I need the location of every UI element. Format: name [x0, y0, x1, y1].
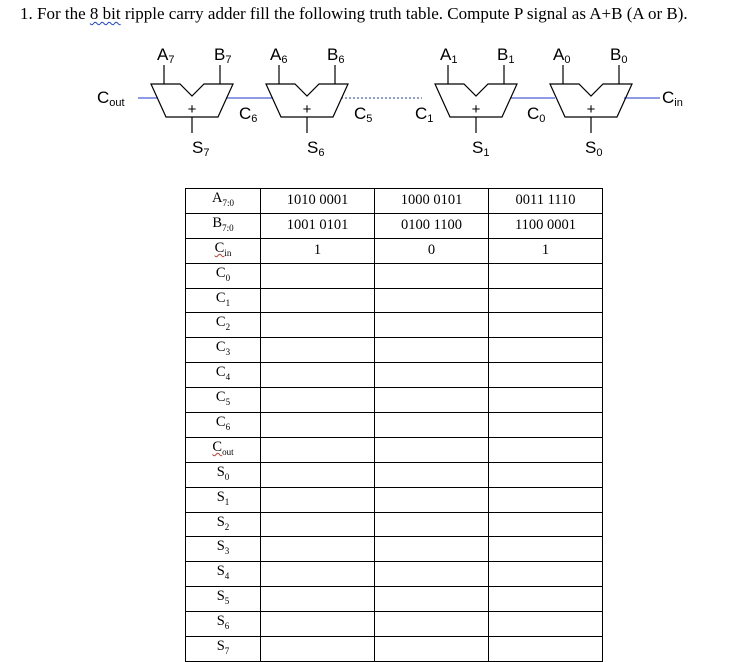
plus-sign-1: + [471, 101, 481, 118]
label-a6: A6 [270, 45, 288, 66]
row-label-main: S [216, 538, 225, 555]
label-cout: Cout [97, 88, 125, 109]
table-cell[interactable] [261, 338, 375, 363]
table-cell[interactable] [489, 313, 603, 338]
ripple-carry-adder-diagram [0, 38, 743, 168]
question-text [20, 4, 688, 24]
table-cell[interactable] [489, 462, 603, 487]
table-cell[interactable] [375, 313, 489, 338]
row-label [186, 587, 261, 612]
row-label-sub: 7:0 [222, 197, 234, 208]
table-cell[interactable] [261, 288, 375, 313]
row-label-main: C [215, 289, 226, 306]
table-row [186, 238, 603, 263]
label-c5: C5 [354, 104, 373, 125]
row-label-main: A [212, 190, 223, 206]
question-prefix: 1. For the [20, 4, 90, 23]
row-label-sub: 0 [225, 272, 231, 283]
table-cell[interactable] [489, 263, 603, 288]
row-label-main: S [216, 513, 225, 530]
table-cell[interactable] [375, 263, 489, 288]
row-label-sub: in [224, 247, 232, 258]
table-cell[interactable] [375, 413, 489, 438]
table-cell[interactable] [489, 487, 603, 512]
row-label [186, 437, 261, 462]
row-label [186, 487, 261, 512]
label-b1: B1 [497, 45, 515, 66]
table-row [186, 587, 603, 612]
row-label [186, 413, 261, 438]
row-label-main: S [216, 563, 225, 580]
label-s7: S7 [192, 138, 210, 159]
table-cell[interactable] [489, 537, 603, 562]
table-cell[interactable] [489, 338, 603, 363]
table-row [186, 637, 603, 662]
table-cell[interactable] [489, 512, 603, 537]
table-row [186, 512, 603, 537]
table-cell[interactable]: 1 [261, 238, 375, 263]
row-label [186, 512, 261, 537]
table-cell[interactable] [375, 637, 489, 662]
table-cell[interactable] [261, 512, 375, 537]
row-label-main: C [212, 438, 223, 455]
table-row [186, 437, 603, 462]
row-label-main: C [215, 264, 226, 281]
label-a0: A0 [553, 45, 571, 66]
row-label [186, 637, 261, 662]
row-label-main: S [216, 463, 225, 480]
row-label-sub: 6 [224, 621, 230, 632]
table-cell[interactable]: 0 [375, 238, 489, 263]
question-suffix: ripple carry adder fill the following truth table. Compute P signal as A+B (A or B). [120, 4, 688, 23]
table-row [186, 213, 603, 238]
row-label-main: B [212, 214, 223, 231]
table-cell[interactable] [261, 562, 375, 587]
row-label-main: C [215, 314, 226, 331]
label-s6: S6 [307, 138, 325, 159]
table-cell[interactable] [261, 313, 375, 338]
question-underlined: 8 bit [89, 4, 121, 23]
table-cell[interactable]: 0011 1110 [489, 189, 603, 214]
row-label-sub: 4 [224, 571, 230, 582]
row-label-sub: 6 [225, 421, 231, 432]
label-b0: B0 [610, 45, 628, 66]
table-row [186, 562, 603, 587]
table-cell[interactable] [375, 363, 489, 388]
table-cell[interactable] [261, 462, 375, 487]
table-row [186, 413, 603, 438]
table-cell[interactable] [375, 562, 489, 587]
table-row [186, 462, 603, 487]
row-label-main: C [215, 389, 226, 406]
truth-table [185, 188, 603, 662]
table-cell[interactable] [489, 612, 603, 637]
table-cell[interactable] [489, 413, 603, 438]
plus-sign-6: + [302, 101, 312, 118]
row-label-main: S [216, 638, 225, 655]
label-a7: A7 [157, 45, 175, 66]
row-label-sub: 1 [224, 496, 230, 507]
adder-bit-1 [435, 65, 517, 133]
plus-sign-0: + [586, 101, 596, 118]
row-label-sub: 2 [225, 322, 231, 333]
row-label-sub: 3 [225, 347, 231, 358]
table-cell[interactable] [375, 612, 489, 637]
table-cell[interactable] [375, 512, 489, 537]
adder-bit-0 [550, 65, 632, 133]
row-label-main: C [215, 414, 226, 431]
table-cell[interactable] [375, 437, 489, 462]
label-cin: Cin [662, 88, 683, 109]
table-cell[interactable]: 1 [489, 238, 603, 263]
row-label [186, 238, 261, 263]
row-label-main: C [214, 239, 225, 256]
row-label-sub: 5 [224, 596, 230, 607]
table-cell[interactable] [489, 288, 603, 313]
row-label [186, 363, 261, 388]
table-row [186, 363, 603, 388]
table-row [186, 537, 603, 562]
table-cell[interactable] [375, 338, 489, 363]
row-label [186, 562, 261, 587]
row-label-sub: 2 [224, 521, 230, 532]
row-label [186, 388, 261, 413]
table-cell[interactable]: 1001 0101 [261, 213, 375, 238]
table-cell[interactable] [489, 363, 603, 388]
table-cell[interactable] [489, 637, 603, 662]
row-label-main: C [215, 339, 226, 356]
table-cell[interactable]: 1010 0001 [261, 189, 375, 214]
row-label [186, 213, 261, 238]
table-row [186, 612, 603, 637]
row-label [186, 612, 261, 637]
row-label-main: S [216, 588, 225, 605]
table-row [186, 338, 603, 363]
table-row [186, 288, 603, 313]
table-cell[interactable] [261, 612, 375, 637]
table-cell[interactable]: 1100 0001 [489, 213, 603, 238]
row-label-sub: out [222, 446, 234, 457]
label-s0: S0 [585, 138, 603, 159]
truth-table-body [186, 189, 603, 662]
table-cell[interactable] [261, 587, 375, 612]
table-row [186, 189, 603, 214]
adder-bit-7 [151, 65, 233, 133]
row-label-sub: 0 [224, 471, 230, 482]
row-label-sub: 1 [225, 297, 231, 308]
table-cell[interactable]: 0100 1100 [375, 213, 489, 238]
label-c0: C0 [527, 104, 546, 125]
row-label-sub: 4 [225, 372, 231, 383]
table-cell[interactable] [375, 462, 489, 487]
table-cell[interactable] [261, 537, 375, 562]
table-cell[interactable] [261, 637, 375, 662]
table-cell[interactable] [375, 487, 489, 512]
row-label-main: C [215, 364, 226, 381]
row-label [186, 263, 261, 288]
table-cell[interactable] [375, 288, 489, 313]
row-label [186, 537, 261, 562]
row-label [186, 338, 261, 363]
row-label-sub: 7:0 [222, 222, 234, 233]
row-label-main: S [216, 488, 225, 505]
row-label [186, 462, 261, 487]
row-label [186, 313, 261, 338]
table-cell[interactable] [261, 437, 375, 462]
label-c6: C6 [239, 104, 258, 125]
label-a1: A1 [440, 45, 458, 66]
table-cell[interactable] [375, 388, 489, 413]
table-cell[interactable]: 1000 0101 [375, 189, 489, 214]
table-row [186, 313, 603, 338]
row-label-main: S [216, 613, 225, 630]
label-c1: C1 [415, 104, 434, 125]
table-cell[interactable] [261, 263, 375, 288]
row-label [186, 288, 261, 313]
table-cell[interactable] [375, 537, 489, 562]
plus-sign-7: + [187, 101, 197, 118]
label-s1: S1 [472, 138, 490, 159]
table-cell[interactable] [489, 388, 603, 413]
table-cell[interactable] [489, 587, 603, 612]
table-cell[interactable] [375, 587, 489, 612]
row-label-sub: 5 [225, 397, 231, 408]
table-cell[interactable] [261, 388, 375, 413]
row-label-sub: 7 [224, 645, 230, 656]
label-b6: B6 [327, 45, 345, 66]
table-row [186, 487, 603, 512]
table-cell[interactable] [489, 562, 603, 587]
table-row [186, 388, 603, 413]
table-cell[interactable] [261, 363, 375, 388]
adder-bit-6 [266, 65, 348, 133]
table-cell[interactable] [489, 437, 603, 462]
row-label [186, 189, 261, 214]
table-row [186, 263, 603, 288]
row-label-sub: 3 [224, 546, 230, 557]
table-cell[interactable] [261, 413, 375, 438]
label-b7: B7 [214, 45, 232, 66]
table-cell[interactable] [261, 487, 375, 512]
